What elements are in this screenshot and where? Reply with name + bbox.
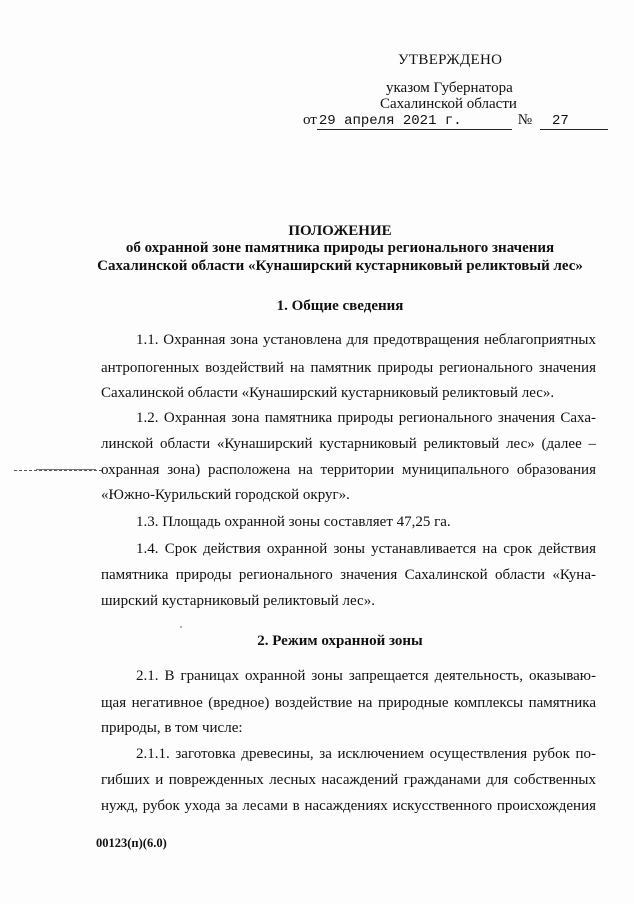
number-label: №	[517, 112, 532, 128]
decree-date: 29 апреля 2021 г.	[317, 113, 466, 130]
scan-artifact-dash	[14, 470, 102, 471]
document-title: ПОЛОЖЕНИЕ	[288, 223, 392, 239]
approval-decree: указом Губернатора	[386, 80, 513, 96]
document-subtitle-line-2: Сахалинской области «Кунаширский кустарниковый реликтовый лес»	[97, 258, 583, 274]
approval-stamp-title: УТВЕРЖДЕНО	[398, 52, 503, 68]
paragraph-line: антропогенных воздействий на памятник природы регионального значения	[101, 360, 596, 376]
paragraph-line: 1.2. Охранная зона памятника природы регионального значения Саха-	[136, 410, 596, 426]
scan-artifact-line	[36, 469, 96, 470]
form-code: 00123(п)(6.0)	[96, 836, 167, 850]
date-prefix: от	[303, 112, 317, 128]
paragraph-line: природы, в том числе:	[101, 720, 243, 736]
approval-date-line	[303, 112, 608, 130]
paragraph-line: 1.1. Охранная зона установлена для предотвращения неблагоприятных	[136, 332, 596, 348]
section-heading-general: 1. Общие сведения	[276, 298, 404, 314]
paragraph-line: 2.1. В границах охранной зоны запрещается деятельность, оказываю-	[136, 668, 596, 684]
paragraph-line: охранная зона) расположена на территории муниципального образования	[101, 462, 596, 478]
date-underline	[466, 115, 512, 130]
section-heading-regime: 2. Режим охранной зоны	[257, 633, 423, 649]
decree-number: 27	[540, 113, 608, 130]
paragraph-line: 1.4. Срок действия охранной зоны устанавливается на срок действия	[136, 541, 596, 557]
paragraph-line: щая негативное (вредное) воздействие на природные комплексы памятника	[101, 695, 596, 711]
paragraph-line: «Южно-Курильский городской округ».	[101, 487, 350, 503]
paragraph-line: нужд, рубок ухода за лесами в насаждениях искусственного происхождения	[101, 798, 596, 814]
approval-region: Сахалинской области	[380, 96, 517, 112]
paragraph-line: ширский кустарниковый реликтовый лес».	[101, 593, 375, 609]
scan-speck	[180, 626, 182, 628]
paragraph-line: 2.1.1. заготовка древесины, за исключением осуществления рубок по-	[136, 746, 596, 762]
paragraph-line: линской области «Кунаширский кустарниковый реликтовый лес» (далее –	[101, 436, 596, 452]
paragraph-line: памятника природы регионального значения Сахалинской области «Куна-	[101, 567, 596, 583]
paragraph-line: гибших и поврежденных лесных насаждений гражданами для собственных	[101, 772, 596, 788]
paragraph-line: Сахалинской области «Кунаширский кустарниковый реликтовый лес».	[101, 385, 555, 401]
paragraph-line: 1.3. Площадь охранной зоны составляет 47,25 га.	[136, 514, 451, 530]
document-subtitle-line-1: об охранной зоне памятника природы регионального значения	[125, 240, 555, 256]
